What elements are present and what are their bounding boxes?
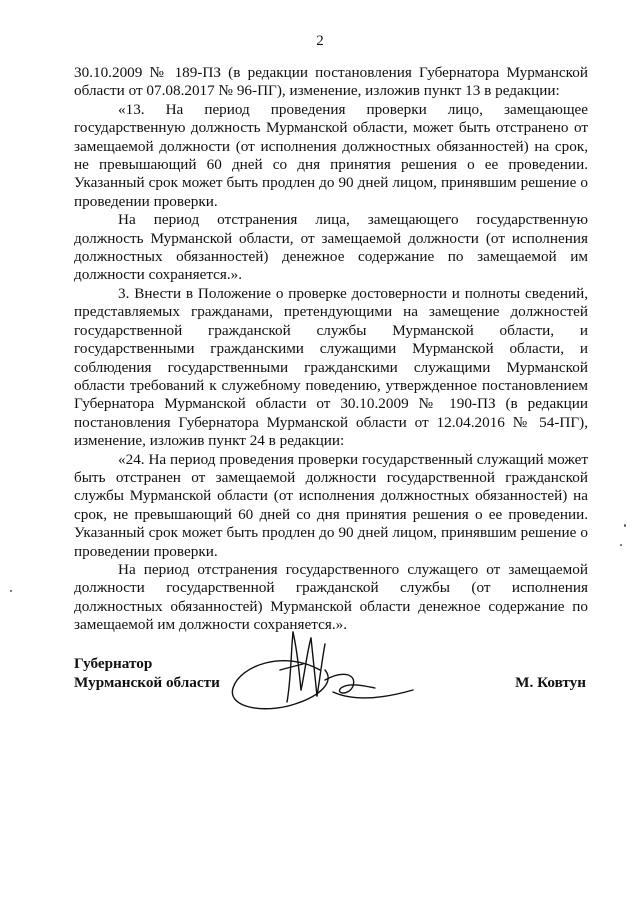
scan-speck xyxy=(620,544,622,546)
paragraph-item-13-suspension: На период отстранения лица, замещающего государственную должность Мурманской области, от замещаемой должности (от исполнения должностных обязанностей) денежное содержание по замещаемой им должности сохраняется.». xyxy=(74,211,588,284)
signatory-name: М. Ковтун xyxy=(515,674,586,691)
signatory-title-line1: Губернатор xyxy=(74,655,153,672)
signature-block xyxy=(0,630,640,720)
paragraph-item-24-suspension: На период отстранения государственного служащего от замещаемой должности государственной гражданской службы (от исполнения должностных обязанностей) Мурманской области денежное содержание по замещаемой им должности сохраняется.». xyxy=(74,560,588,634)
paragraph-point-3: 3. Внести в Положение о проверке достоверности и полноты сведений, представляемых гражданами, претендующими на замещение должностей государственной гражданской службы Мурманской области, и государственными гражданскими служащими Мурманской области, и соблюдения государственными гражданскими служащими Мурманской области требований к служебному поведению, утвержденное постановлением Губернатора Мурманской области от 30.10.2009 № 190-ПЗ (в редакции постановления Губернатора Мурманской области от 12.04.2016 № 54-ПГ), изменение, изложив пункт 24 в редакции: xyxy=(74,284,588,450)
paragraph-item-13: «13. На период проведения проверки лицо, замещающее государственную должность Мурманской области, может быть отстранено от замещаемой должности (от исполнения должностных обязанностей) на срок, не превышающий 60 дней со дня принятия решения о ее проведении. Указанный срок может быть продлен до 90 дней лицом, принявшим решение о проведении проверки. xyxy=(74,100,588,210)
paragraph-continuation: 30.10.2009 № 189-ПЗ (в редакции постановления Губернатора Мурманской области от 07.08.2017 № 96-ПГ), изменение, изложив пункт 13 в редакции: xyxy=(74,64,588,100)
page-number: 2 xyxy=(316,33,324,49)
signatory-title xyxy=(74,654,220,692)
paragraph-item-24: «24. На период проведения проверки государственный служащий может быть отстранен от замещаемой должности государственной гражданской службы Мурманской области (от исполнения должностных обязанностей) на срок, не превышающий 60 дней со дня принятия решения о ее проведении. Указанный срок может быть продлен до 90 дней лицом, принявшим решение о проведении проверки. xyxy=(74,450,588,560)
document-body xyxy=(74,64,588,635)
scan-speck xyxy=(624,524,626,527)
signatory-title-line2: Мурманской области xyxy=(74,674,220,691)
handwritten-signature xyxy=(225,630,425,720)
scan-speck xyxy=(10,590,12,592)
